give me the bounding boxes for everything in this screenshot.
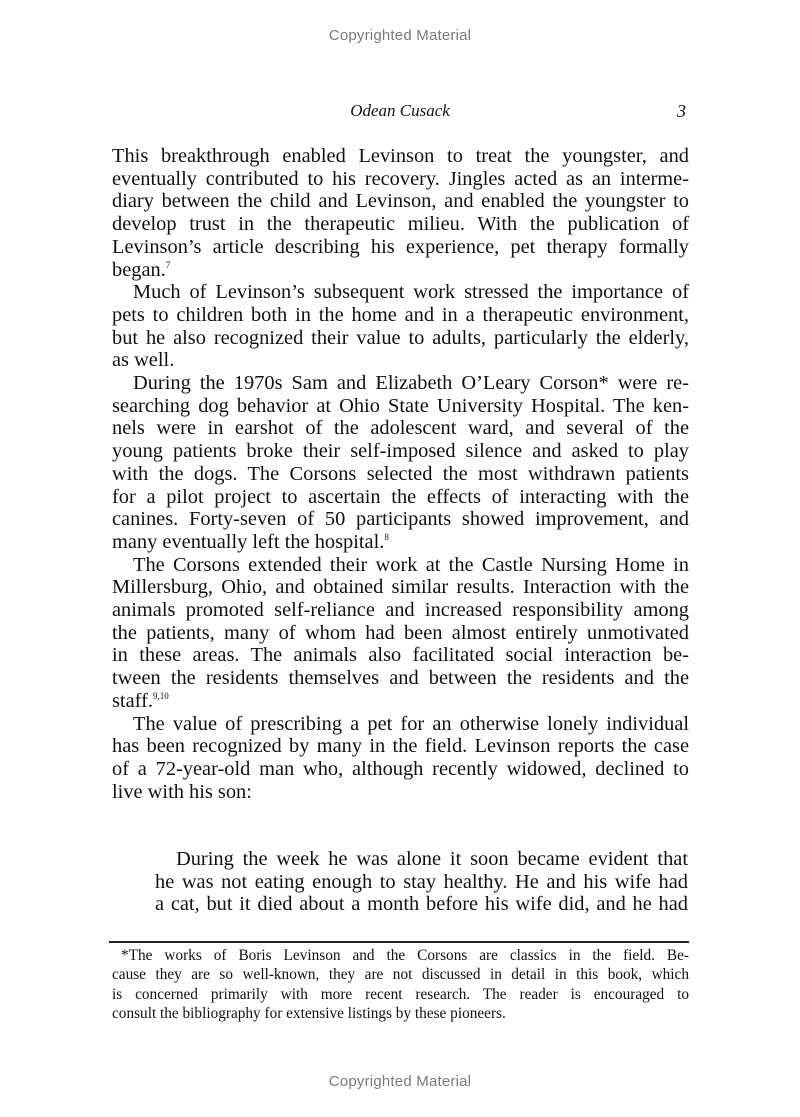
footnote — [112, 946, 689, 1023]
page-number: 3 — [677, 101, 686, 121]
text-line: pets to children both in the home and in a therapeutic environment, — [112, 303, 689, 326]
quote-line: During the week he was alone it soon became evident that — [176, 848, 688, 870]
text-line: of a 72-year-old man who, although recently widowed, declined to — [112, 757, 689, 780]
text-span: staff. — [112, 689, 153, 712]
running-head — [112, 101, 688, 125]
endnote-reference: 8 — [384, 531, 389, 542]
text-line: diary between the child and Levinson, and enabled the youngster to — [112, 190, 689, 213]
copyright-watermark-top: Copyrighted Material — [328, 27, 472, 44]
text-line: but he also recognized their value to adults, particularly the elderly, — [112, 326, 689, 349]
text-line: animals promoted self-reliance and increased responsibility among — [112, 599, 689, 622]
text-line: During the 1970s Sam and Elizabeth O’Leary Corson* were re- — [133, 372, 689, 395]
text-line: The value of prescribing a pet for an otherwise lonely individual — [133, 712, 689, 735]
text-line: with the dogs. The Corsons selected the most withdrawn patients — [112, 462, 689, 485]
text-line: the patients, many of whom had been almost entirely unmotivated — [112, 621, 689, 644]
text-line: The Corsons extended their work at the Castle Nursing Home in — [133, 553, 689, 576]
text-span: many eventually left the hospital. — [112, 530, 385, 553]
block-quote — [155, 848, 688, 916]
text-line: young patients broke their self-imposed silence and asked to play — [112, 440, 689, 463]
text-line — [112, 690, 689, 713]
text-line: Millersburg, Ohio, and obtained similar results. Interaction with the — [112, 576, 689, 599]
footnote-divider — [109, 941, 689, 943]
quote-line: he was not eating enough to stay healthy. He and his wife had — [155, 870, 688, 893]
text-line: as well. — [112, 349, 175, 372]
text-line: Much of Levinson’s subsequent work stressed the importance of — [133, 281, 689, 304]
text-line: tween the residents themselves and between the residents and the — [112, 667, 689, 690]
text-line: eventually contributed to his recovery. Jingles acted as an interme- — [112, 167, 689, 190]
running-head-author: Odean Cusack — [350, 101, 450, 120]
text-span: began. — [112, 258, 166, 281]
footnote-line: cause they are so well-known, they are not discussed in detail in this book, which — [112, 966, 689, 984]
text-line: nels were in earshot of the adolescent ward, and several of the — [112, 417, 689, 440]
text-line: searching dog behavior at Ohio State University Hospital. The ken- — [112, 394, 689, 417]
endnote-reference: 7 — [165, 259, 171, 270]
footnote-line: *The works of Boris Levinson and the Corsons are classics in the field. Be- — [121, 947, 689, 964]
body-text — [112, 145, 689, 803]
quote-line: a cat, but it died about a month before his wife did, and he had — [155, 893, 688, 916]
text-line — [112, 531, 689, 554]
text-line: develop trust in the therapeutic milieu. With the publication of — [112, 213, 689, 236]
footnote-line: is concerned primarily with more recent research. The reader is encouraged to — [112, 985, 689, 1003]
text-line: Levinson’s article describing his experience, pet therapy formally — [112, 235, 689, 258]
text-line: This breakthrough enabled Levinson to treat the youngster, and — [112, 145, 689, 167]
copyright-watermark-bottom: Copyrighted Material — [328, 1073, 472, 1090]
endnote-reference: 9,10 — [152, 690, 169, 701]
text-line: in these areas. The animals also facilitated social interaction be- — [112, 644, 689, 667]
text-line: canines. Forty-seven of 50 participants showed improvement, and — [112, 508, 689, 531]
text-line: has been recognized by many in the field. Levinson reports the case — [112, 735, 689, 758]
footnote-line: consult the bibliography for extensive listings by these pioneers. — [112, 1004, 506, 1022]
text-line: for a pilot project to ascertain the effects of interacting with the — [112, 485, 689, 508]
text-line — [112, 259, 689, 282]
text-line: live with his son: — [112, 780, 252, 803]
